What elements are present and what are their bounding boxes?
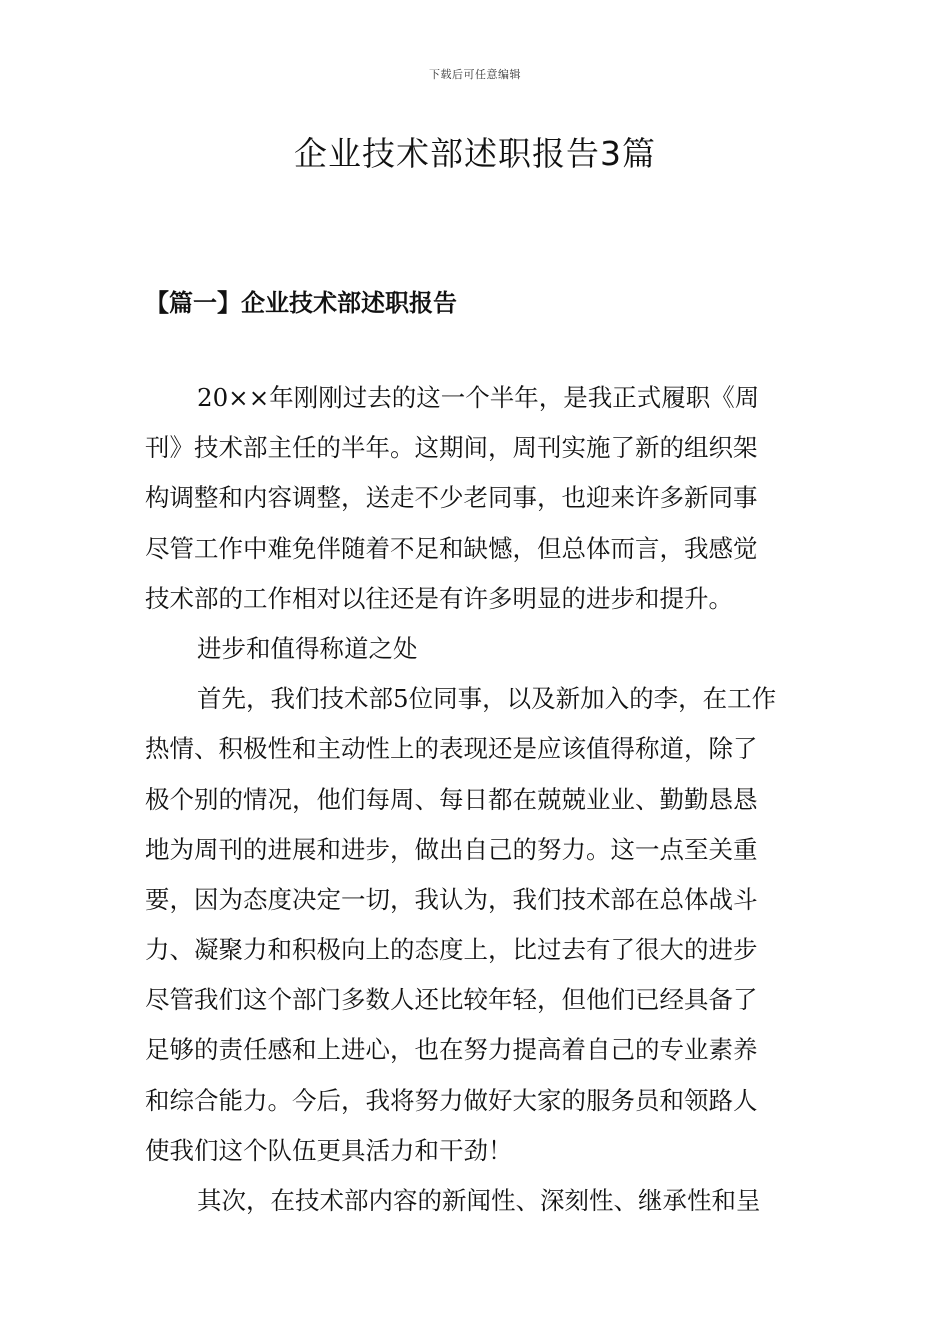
body-text-line: 尽管我们这个部门多数人还比较年轻，但他们已经具备了 — [145, 985, 758, 1015]
body-text-line: 技术部的工作相对以往还是有许多明显的进步和提升。 — [145, 583, 733, 613]
body-text-line: 刊》技术部主任的半年。这期间，周刊实施了新的组织架 — [145, 433, 758, 463]
body-text-line: 尽管工作中难免伴随着不足和缺憾，但总体而言，我感觉 — [145, 533, 758, 563]
body-text-line: 20××年刚刚过去的这一个半年，是我正式履职《周 — [197, 383, 760, 412]
body-text-line: 构调整和内容调整，送走不少老同事，也迎来许多新同事 — [145, 483, 758, 513]
body-text-line: 足够的责任感和上进心，也在努力提高着自己的专业素养 — [145, 1035, 758, 1065]
section-heading: 【篇一】企业技术部述职报告 — [145, 288, 457, 317]
body-text-line: 热情、积极性和主动性上的表现还是应该值得称道，除了 — [145, 734, 758, 764]
document-title: 企业技术部述职报告3篇 — [294, 134, 656, 173]
body-text-line: 首先，我们技术部5位同事，以及新加入的李，在工作 — [197, 684, 777, 714]
header-note: 下载后可任意编辑 — [429, 68, 521, 81]
body-text-line: 地为周刊的进展和进步，做出自己的努力。这一点至关重 — [145, 834, 758, 864]
body-text-line: 极个别的情况，他们每周、每日都在兢兢业业、勤勤恳恳 — [145, 784, 758, 814]
body-text-line: 要，因为态度决定一切，我认为，我们技术部在总体战斗 — [145, 884, 758, 914]
document-body — [145, 373, 805, 1226]
body-text-line: 力、凝聚力和积极向上的态度上，比过去有了很大的进步 — [145, 935, 758, 965]
body-text-line: 进步和值得称道之处 — [197, 633, 418, 663]
body-text-line: 其次，在技术部内容的新闻性、深刻性、继承性和呈 — [197, 1186, 761, 1215]
body-text-line: 使我们这个队伍更具活力和干劲！ — [145, 1135, 513, 1165]
body-text-line: 和综合能力。今后，我将努力做好大家的服务员和领路人 — [145, 1085, 758, 1115]
